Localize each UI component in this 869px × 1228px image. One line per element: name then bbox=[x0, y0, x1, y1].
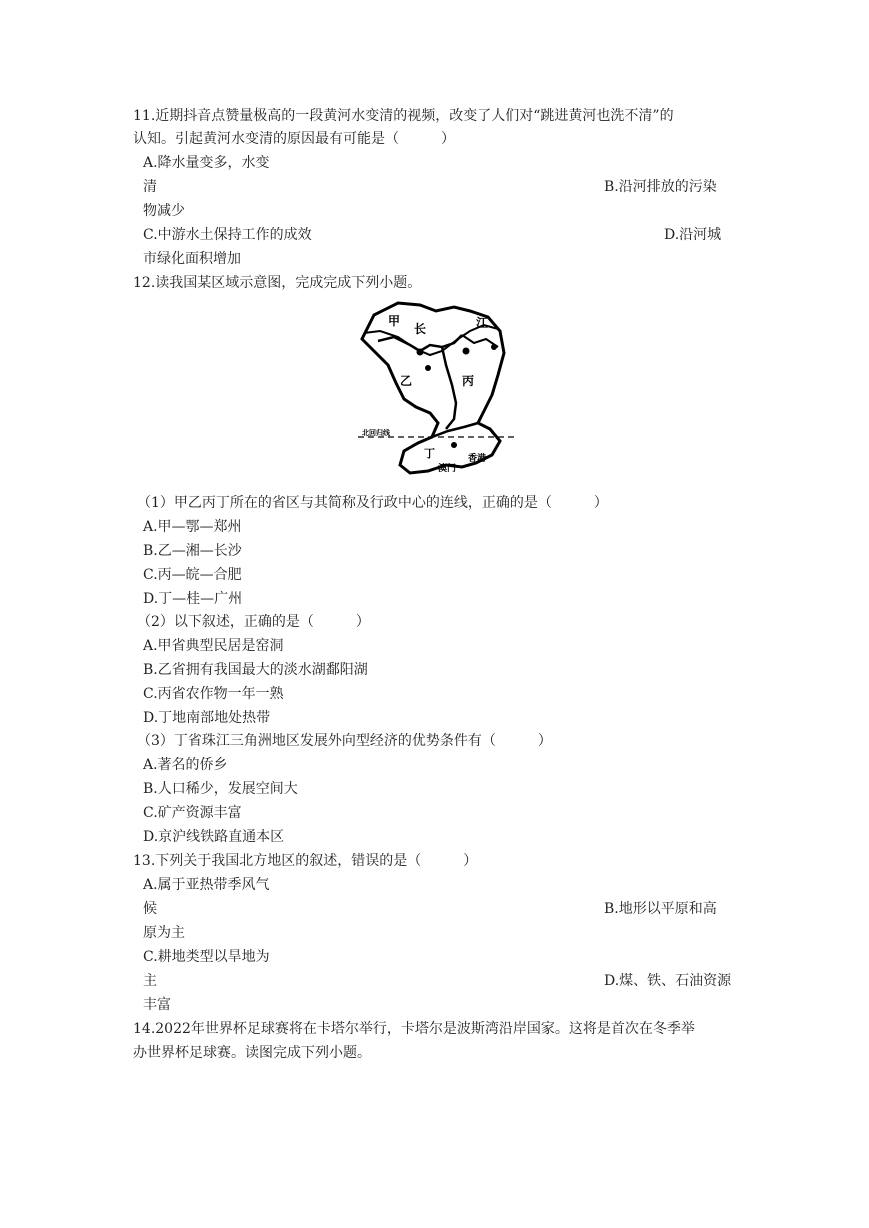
label-jia: 甲 bbox=[388, 314, 401, 328]
region-map bbox=[358, 295, 518, 485]
q12-sub3-option-c: C.矿产资源丰富 bbox=[143, 805, 242, 821]
q11-option-a-cont: 清 bbox=[143, 179, 157, 195]
q11-stem-line2: 认知。引起黄河水变清的原因最有可能是（ ） bbox=[133, 131, 455, 147]
q12-sub3-option-d: D.京沪线铁路直通本区 bbox=[143, 829, 285, 845]
q12-sub1-stem: （1）甲乙丙丁所在的省区与其简称及行政中心的连线，正确的是（ ） bbox=[137, 495, 608, 511]
q13-option-a: A.属于亚热带季风气 bbox=[143, 877, 270, 893]
label-ding: 丁 bbox=[424, 447, 435, 460]
q12-sub2-option-c: C.丙省农作物一年一熟 bbox=[143, 686, 284, 702]
q12-stem: 12.读我国某区域示意图，完成完成下列小题。 bbox=[133, 275, 422, 291]
q12-sub3-option-a: A.著名的侨乡 bbox=[143, 757, 228, 773]
q13-option-b: B.地形以平原和高 bbox=[604, 901, 717, 917]
label-xianggang: 香港 bbox=[468, 454, 487, 464]
q12-sub2-option-b: B.乙省拥有我国最大的淡水湖鄱阳湖 bbox=[143, 662, 368, 678]
q13-option-b-cont: 原为主 bbox=[143, 925, 185, 941]
q11-stem-line1: 11.近期抖音点赞量极高的一段黄河水变清的视频，改变了人们对“跳进黄河也洗不清”的 bbox=[133, 108, 674, 124]
label-yi: 乙 bbox=[400, 374, 413, 388]
capital-dot-ding bbox=[451, 442, 457, 448]
q14-stem-line1: 14.2022年世界杯足球赛将在卡塔尔举行，卡塔尔是波斯湾沿岸国家。这将是首次在冬季举 bbox=[133, 1021, 695, 1037]
q12-sub1-option-b: B.乙—湘—长沙 bbox=[143, 543, 242, 559]
map-border-ding bbox=[432, 423, 478, 437]
q12-sub2-stem: （2）以下叙述，正确的是（ ） bbox=[137, 614, 370, 630]
q11-option-d: D.沿河城 bbox=[664, 227, 722, 243]
label-aomen: 澳门 bbox=[438, 464, 457, 474]
q14-stem-line2: 办世界杯足球赛。读图完成下列小题。 bbox=[133, 1045, 371, 1061]
capital-dot-jiang bbox=[491, 344, 497, 350]
q13-option-a-cont: 候 bbox=[143, 901, 157, 917]
q13-option-d-cont: 丰富 bbox=[143, 997, 171, 1013]
region-map-svg bbox=[358, 295, 518, 485]
label-bing: 丙 bbox=[462, 374, 475, 388]
q13-option-c-cont: 主 bbox=[143, 973, 157, 989]
q12-sub2-option-a: A.甲省典型民居是窑洞 bbox=[143, 638, 284, 654]
q12-sub3-option-b: B.人口稀少，发展空间大 bbox=[143, 781, 298, 797]
q12-sub2-option-d: D.丁地南部地处热带 bbox=[143, 710, 271, 726]
label-tropic: 北回归线 bbox=[362, 429, 390, 437]
capital-dot-jia bbox=[417, 349, 424, 356]
label-chang: 长 bbox=[414, 322, 427, 336]
q13-stem: 13.下列关于我国北方地区的叙述，错误的是（ ） bbox=[133, 853, 478, 869]
map-border-yi-bing bbox=[442, 347, 456, 429]
label-jiang: 江 bbox=[476, 316, 489, 330]
q12-sub1-option-a: A.甲—鄂—郑州 bbox=[143, 519, 242, 535]
q12-sub1-option-d: D.丁—桂—广州 bbox=[143, 591, 243, 607]
q11-option-c: C.中游水土保持工作的成效 bbox=[143, 227, 312, 243]
capital-dot-bing bbox=[463, 348, 470, 355]
capital-dot-yi bbox=[425, 365, 431, 371]
q11-option-b: B.沿河排放的污染 bbox=[604, 179, 717, 195]
q13-option-c: C.耕地类型以旱地为 bbox=[143, 949, 270, 965]
q12-sub1-option-c: C.丙—皖—合肥 bbox=[143, 567, 242, 583]
q11-option-b-cont: 物减少 bbox=[143, 203, 185, 219]
q13-option-d: D.煤、铁、石油资源 bbox=[604, 973, 732, 989]
q11-option-a: A.降水量变多，水变 bbox=[143, 155, 270, 171]
q12-sub3-stem: （3）丁省珠江三角洲地区发展外向型经济的优势条件有（ ） bbox=[137, 733, 552, 749]
q11-option-d-cont: 市绿化面积增加 bbox=[143, 251, 241, 267]
